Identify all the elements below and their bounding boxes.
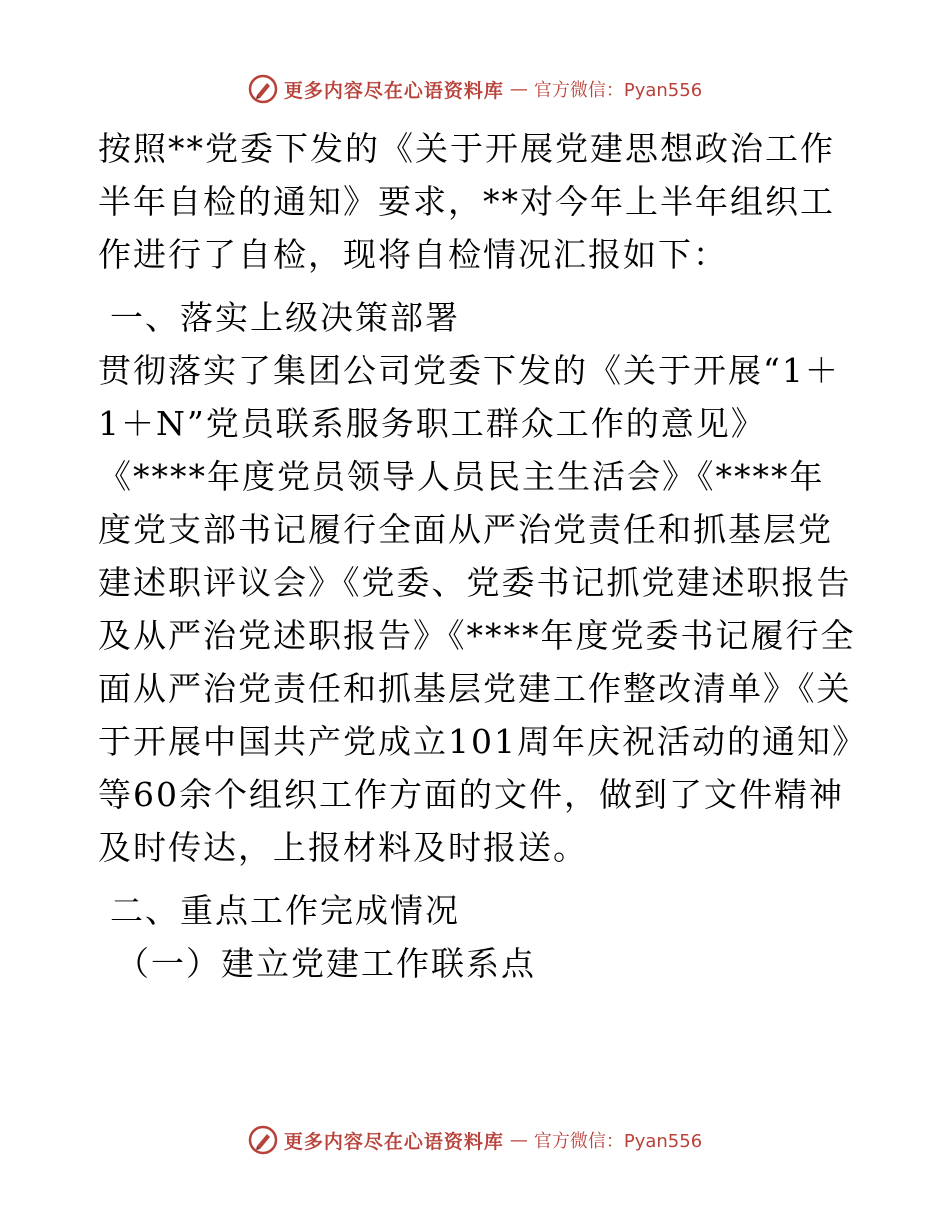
watermark-dash: — [509, 78, 528, 100]
watermark-dash: — [509, 1129, 528, 1151]
section1-heading: 一、落实上级决策部署 [110, 298, 460, 337]
section2-subheading: （一）建立党建工作联系点 [116, 944, 536, 983]
watermark-contact: 官方微信：Pyan556 [533, 80, 703, 101]
section1-paragraph: 贯彻落实了集团公司党委下发的《关于开展“1＋1＋N”党员联系服务职工群众工作的意见》《****年度党员领导人员民主生活会》《****年度党支部书记履行全面从严治党责任和抓基层党建述职评议会》《党委、党委书记抓党建述职报告及从严治党述职报告》《****年度党委书记履行全面从严治党责任和抓基层党建工作整改清单》《关于开展中国共产党成立101周年庆祝活动的通知》等60余个组织工作方面的文件，做到了文件精神及时传达，上报材料及时报送。 [98, 351, 856, 867]
pen-logo-icon [248, 74, 278, 104]
watermark-contact: 官方微信：Pyan556 [533, 1131, 703, 1152]
pen-logo-icon [248, 1125, 278, 1155]
header-watermark [0, 72, 950, 106]
footer-watermark [0, 1123, 950, 1157]
watermark-brand: 更多内容尽在心语资料库 [283, 79, 504, 102]
watermark-brand: 更多内容尽在心语资料库 [283, 1130, 504, 1153]
section2-heading: 二、重点工作完成情况 [110, 891, 460, 930]
document-body [98, 122, 858, 990]
intro-paragraph: 按照**党委下发的《关于开展党建思想政治工作半年自检的通知》要求，**对今年上半年组织工作进行了自检，现将自检情况汇报如下： [98, 129, 835, 274]
